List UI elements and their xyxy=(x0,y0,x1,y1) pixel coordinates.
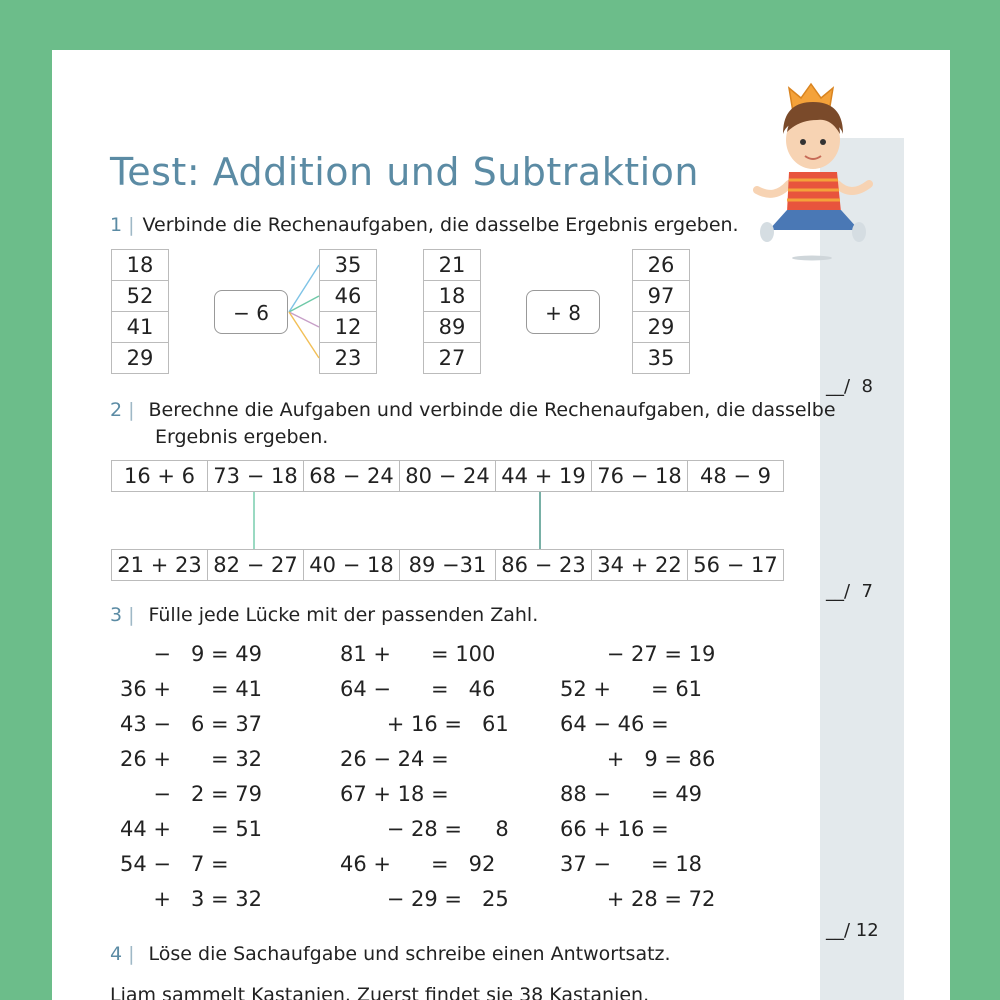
number-cell: 46 xyxy=(320,281,377,312)
task-2-text-line-2: Ergebnis ergeben. xyxy=(155,426,329,448)
equation: − 9 = 49 xyxy=(120,642,263,666)
equation: 37 − = 18 xyxy=(560,852,703,876)
equation: 26 − 24 = xyxy=(340,747,449,771)
equation: 26 + = 32 xyxy=(120,747,263,771)
task-1-text: Verbinde die Rechenaufgaben, die dasselbe Ergebnis ergeben. xyxy=(142,214,739,236)
task-1-number: 1 xyxy=(110,214,123,236)
expression-cell: 16 + 6 xyxy=(112,461,208,492)
number-cell: 18 xyxy=(424,281,481,312)
equation: 66 + 16 = xyxy=(560,817,669,841)
task-4-instruction: 4 | Löse die Sachaufgabe und schreibe einen Antwortsatz. xyxy=(110,943,671,965)
expression-cell: 56 − 17 xyxy=(688,550,784,581)
equation: + 3 = 32 xyxy=(120,887,263,911)
number-cell: 21 xyxy=(424,250,481,281)
task-2-text-line-1: Berechne die Aufgaben und verbinde die Rechenaufgaben, die dasselbe xyxy=(148,399,836,421)
equation: 88 − = 49 xyxy=(560,782,703,806)
equation: + 28 = 72 xyxy=(560,887,716,911)
equation: 81 + = 100 xyxy=(340,642,496,666)
equation: 43 − 6 = 37 xyxy=(120,712,263,736)
task-2-top-row xyxy=(111,460,784,492)
equation: − 27 = 19 xyxy=(560,642,716,666)
equation: 67 + 18 = xyxy=(340,782,449,806)
number-cell: 35 xyxy=(633,343,690,374)
task-4-text: Löse die Sachaufgabe und schreibe einen Antwortsatz. xyxy=(148,943,671,965)
number-cell: 52 xyxy=(112,281,169,312)
task-4-number: 4 xyxy=(110,943,123,965)
task-1-instruction: 1 | Verbinde die Rechenaufgaben, die dasselbe Ergebnis ergeben. xyxy=(110,214,739,236)
number-cell: 35 xyxy=(320,250,377,281)
connector-line xyxy=(289,265,319,312)
expression-cell: 76 − 18 xyxy=(592,461,688,492)
equation: 54 − 7 = xyxy=(120,852,229,876)
equation: 44 + = 51 xyxy=(120,817,263,841)
number-cell: 29 xyxy=(112,343,169,374)
equation: 64 − = 46 xyxy=(340,677,496,701)
expression-cell: 21 + 23 xyxy=(112,550,208,581)
number-cell: 41 xyxy=(112,312,169,343)
equation: − 2 = 79 xyxy=(120,782,263,806)
task-2-bottom-row xyxy=(111,549,784,581)
equation: + 9 = 86 xyxy=(560,747,716,771)
number-cell: 97 xyxy=(633,281,690,312)
expression-cell: 89 −31 xyxy=(400,550,496,581)
number-cell: 18 xyxy=(112,250,169,281)
expression-cell: 40 − 18 xyxy=(304,550,400,581)
equation: 46 + = 92 xyxy=(340,852,496,876)
number-cell: 12 xyxy=(320,312,377,343)
score-task-2: __/ 7 xyxy=(826,581,873,602)
expression-cell: 48 − 9 xyxy=(688,461,784,492)
task-2-number: 2 xyxy=(110,399,123,421)
expression-cell: 44 + 19 xyxy=(496,461,592,492)
expression-cell: 80 − 24 xyxy=(400,461,496,492)
equation: 64 − 46 = xyxy=(560,712,669,736)
task-1-group-b-operator: + 8 xyxy=(526,290,600,334)
task-3-number: 3 xyxy=(110,604,123,626)
equation: − 29 = 25 xyxy=(340,887,509,911)
worksheet xyxy=(52,50,950,1000)
expression-cell: 82 − 27 xyxy=(208,550,304,581)
equation: 52 + = 61 xyxy=(560,677,703,701)
expression-cell: 68 − 24 xyxy=(304,461,400,492)
task-4-story-text: Liam sammelt Kastanien. Zuerst findet sie 38 Kastanien. xyxy=(110,984,650,1000)
number-cell: 23 xyxy=(320,343,377,374)
number-cell: 89 xyxy=(424,312,481,343)
number-cell: 26 xyxy=(633,250,690,281)
number-cell: 27 xyxy=(424,343,481,374)
number-cell: 29 xyxy=(633,312,690,343)
equation: − 28 = 8 xyxy=(340,817,509,841)
expression-cell: 34 + 22 xyxy=(592,550,688,581)
task-3-instruction: 3 | Fülle jede Lücke mit der passenden Zahl. xyxy=(110,604,539,626)
score-task-1: __/ 8 xyxy=(826,376,873,397)
task-2-instruction: 2 | Berechne die Aufgaben und verbinde die Rechenaufgaben, die dasselbe xyxy=(110,399,836,421)
task-1-group-a-operator: − 6 xyxy=(214,290,288,334)
expression-cell: 73 − 18 xyxy=(208,461,304,492)
equation: 36 + = 41 xyxy=(120,677,263,701)
equation: + 16 = 61 xyxy=(340,712,509,736)
page-title: Test: Addition und Subtraktion xyxy=(110,150,700,194)
expression-cell: 86 − 23 xyxy=(496,550,592,581)
task-3-text: Fülle jede Lücke mit der passenden Zahl. xyxy=(148,604,539,626)
score-task-3: __/ 12 xyxy=(826,920,879,941)
